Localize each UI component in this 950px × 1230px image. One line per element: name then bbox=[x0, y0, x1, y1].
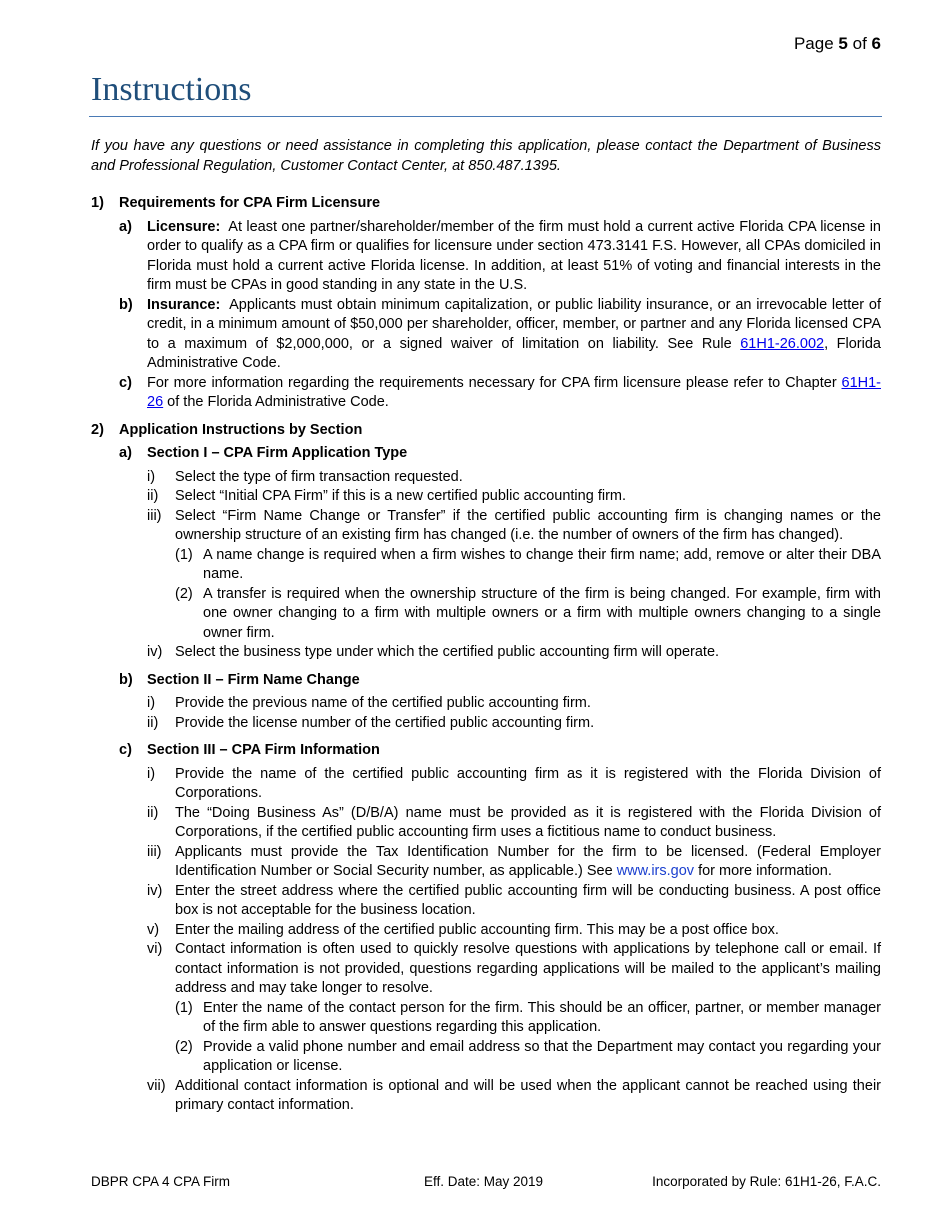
footer-effective-date: Eff. Date: May 2019 bbox=[424, 1174, 544, 1189]
list-item bbox=[91, 694, 881, 714]
list-text: Provide a valid phone number and email address so that the Department may contact you regarding your application or license. bbox=[203, 1038, 881, 1074]
page-footer bbox=[91, 1172, 881, 1192]
list-item bbox=[91, 765, 881, 804]
list-text: The “Doing Business As” (D/B/A) name must be provided as it is registered with the Florida Division of Corporations, if the certified public accounting firm uses a fictitious name to conduct business. bbox=[175, 804, 881, 840]
list-label: iv) bbox=[147, 882, 163, 899]
list-label: c) bbox=[119, 742, 132, 758]
list-label: ii) bbox=[147, 714, 159, 731]
list-item bbox=[91, 643, 881, 663]
list-item bbox=[91, 999, 881, 1038]
list-text: Additional contact information is optional and will be used when the applicant cannot be reached using their primary contact information. bbox=[175, 1077, 881, 1113]
list-item bbox=[91, 843, 881, 882]
list-label: i) bbox=[147, 695, 156, 711]
list-text: Contact information is often used to quickly resolve questions with applications by telephone call or email. If contact information is not provided, questions regarding applications will be mailed to the applicant’s mailing address and may take longer to resolve. bbox=[175, 941, 881, 996]
list-label: ii) bbox=[147, 488, 159, 504]
list-text: Select “Firm Name Change or Transfer” if the certified public accounting firm is changing names or the ownership structure of an existing firm has changed (i.e. the number of owners of the firm has changed). bbox=[175, 507, 881, 543]
list-label: iii) bbox=[147, 507, 162, 524]
section-2-title: Application Instructions by Section bbox=[119, 421, 363, 438]
section-2a-heading bbox=[91, 444, 881, 464]
list-label: ii) bbox=[147, 804, 159, 821]
list-item bbox=[91, 468, 881, 488]
list-label: i) bbox=[147, 765, 156, 782]
list-item bbox=[91, 546, 881, 585]
list-text: Enter the street address where the certified public accounting firm will be conducting business. A post office box is not acceptable for the business location. bbox=[175, 882, 881, 918]
page-prefix: Page bbox=[793, 34, 834, 53]
list-label: b) bbox=[119, 296, 133, 313]
section-2-heading bbox=[91, 421, 881, 441]
rule-61h1-26-002-link[interactable]: 61H1-26.002 bbox=[740, 335, 825, 352]
list-label: (1) bbox=[175, 546, 193, 563]
list-text: Enter the name of the contact person for the firm. This should be an officer, partner, or member manager of the firm able to answer questions regarding this application. bbox=[203, 999, 881, 1035]
list-text: Provide the name of the certified public accounting firm as it is registered with the Florida Division of Corporations. bbox=[175, 765, 881, 801]
list-text: Provide the previous name of the certified public accounting firm. bbox=[175, 695, 591, 711]
page-of: of bbox=[852, 34, 867, 53]
list-label: iv) bbox=[147, 644, 163, 660]
section-2a-title: Section I – CPA Firm Application Type bbox=[147, 445, 408, 461]
insurance-tail: , Florida Administrative Code. bbox=[147, 335, 881, 371]
more-info-text: For more information regarding the requirements necessary for CPA firm licensure please refer to Chapter bbox=[147, 374, 837, 391]
section-2c-heading bbox=[91, 741, 881, 761]
list-item bbox=[91, 1038, 881, 1077]
section-1c-more-info bbox=[91, 374, 881, 413]
list-label: v) bbox=[147, 921, 160, 938]
page-number bbox=[794, 34, 881, 54]
section-1-title: Requirements for CPA Firm Licensure bbox=[119, 195, 381, 211]
footer-form-id: DBPR CPA 4 CPA Firm bbox=[91, 1174, 231, 1189]
list-label: vi) bbox=[147, 941, 163, 957]
list-text: Applicants must provide the Tax Identification Number for the firm to be licensed. (Federal Employer Identification Number or Social Security number, as applicable.) See bbox=[175, 843, 881, 879]
list-label: b) bbox=[119, 671, 133, 688]
list-item bbox=[91, 714, 881, 734]
list-label: (2) bbox=[175, 1038, 193, 1055]
list-item bbox=[91, 804, 881, 843]
page-title: Instructions bbox=[91, 71, 252, 108]
list-text: Select the business type under which the certified public accounting firm will operate. bbox=[175, 644, 720, 660]
list-label: c) bbox=[119, 374, 132, 391]
list-text: Select the type of firm transaction requested. bbox=[175, 468, 463, 485]
title-divider bbox=[89, 116, 882, 117]
list-label: vii) bbox=[147, 1077, 166, 1094]
insurance-head: Insurance: bbox=[147, 296, 221, 313]
irs-gov-link[interactable]: www.irs.gov bbox=[616, 863, 695, 879]
list-text: Enter the mailing address of the certified public accounting firm. This may be a post office box. bbox=[175, 921, 779, 938]
list-item bbox=[91, 882, 881, 921]
page-current: 5 bbox=[838, 34, 848, 53]
list-label: i) bbox=[147, 468, 156, 485]
instructions-content bbox=[91, 137, 881, 1116]
list-label: a) bbox=[119, 445, 132, 461]
page-total: 6 bbox=[871, 34, 881, 53]
list-label: (1) bbox=[175, 999, 193, 1016]
list-item bbox=[91, 921, 881, 941]
list-item bbox=[91, 507, 881, 546]
list-label: a) bbox=[119, 218, 132, 235]
section-2-number: 2) bbox=[91, 421, 104, 438]
list-text-tail: for more information. bbox=[698, 863, 832, 879]
section-1b-insurance bbox=[91, 296, 881, 374]
insurance-text: Applicants must obtain minimum capitalization, or public liability insurance, or an irrevocable letter of credit, in a minimum amount of $50,000 per shareholder, officer, member, or partner and any Florida licensed CPA to a maximum of $2,000,000, or a signed waiver of limitation on liability. See Rule bbox=[147, 296, 881, 352]
chapter-61h1-26-link[interactable]: 61H1-26 bbox=[147, 374, 881, 410]
list-text: Provide the license number of the certified public accounting firm. bbox=[175, 714, 595, 731]
section-1a-licensure bbox=[91, 218, 881, 296]
list-text: Select “Initial CPA Firm” if this is a new certified public accounting firm. bbox=[175, 488, 627, 504]
more-info-tail: of the Florida Administrative Code. bbox=[167, 394, 389, 410]
section-1-heading bbox=[91, 194, 881, 214]
footer-rule-reference: Incorporated by Rule: 61H1-26, F.A.C. bbox=[652, 1174, 881, 1189]
list-item bbox=[91, 940, 881, 999]
section-1-number: 1) bbox=[91, 195, 104, 211]
list-item bbox=[91, 585, 881, 644]
section-2c-title: Section III – CPA Firm Information bbox=[147, 742, 380, 758]
licensure-text: At least one partner/shareholder/member of the firm must hold a current active Florida CPA license in order to qualify as a CPA firm or qualifies for licensure under section 473.3141 F.S. However, all CPAs domiciled in Florida must hold a current active Florida license. In addition, at least 51% of voting and financial interests in the firm must be CPAs in good standing in any state in the U.S. bbox=[147, 218, 881, 293]
list-label: (2) bbox=[175, 585, 193, 602]
list-text: A name change is required when a firm wishes to change their firm name; add, remove or alter their DBA name. bbox=[203, 546, 881, 582]
list-label: iii) bbox=[147, 843, 162, 860]
licensure-head: Licensure: bbox=[147, 218, 221, 235]
list-text: A transfer is required when the ownership structure of the firm is being changed. For example, firm with one owner changing to a firm with multiple owners or a firm with multiple owners changing to a single owner firm. bbox=[203, 585, 881, 641]
list-item bbox=[91, 1077, 881, 1116]
intro-paragraph: If you have any questions or need assistance in completing this application, please contact the Department of Business and Professional Regulation, Customer Contact Center, at 850.487.1395. bbox=[91, 138, 881, 174]
section-2b-heading bbox=[91, 671, 881, 691]
section-2b-title: Section II – Firm Name Change bbox=[147, 671, 360, 688]
list-item bbox=[91, 487, 881, 507]
